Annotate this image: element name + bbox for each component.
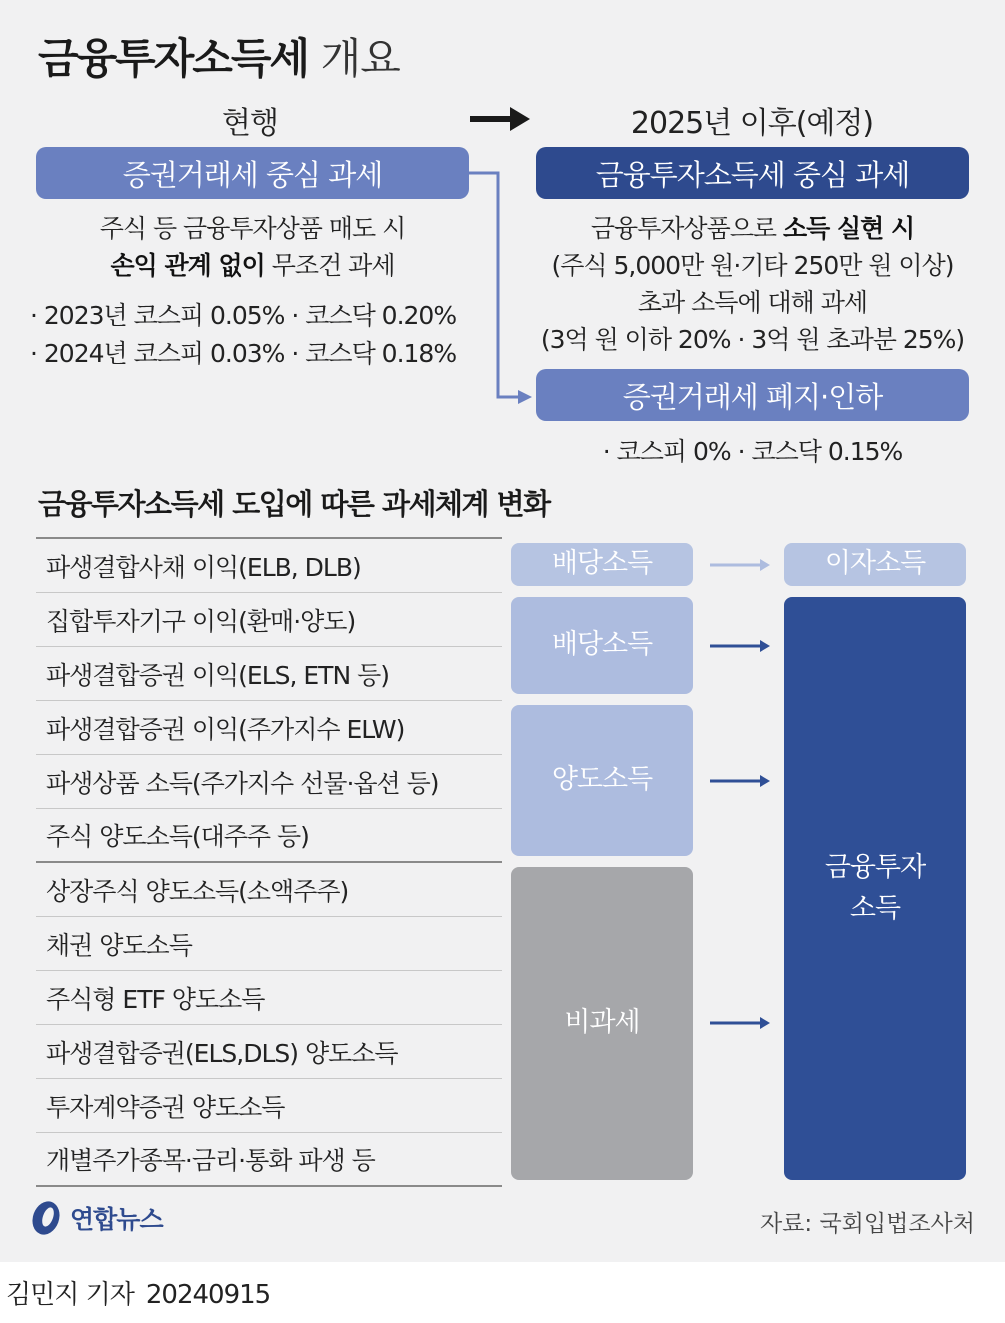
future-pill: 금융투자소득세 중심 과세	[536, 147, 969, 199]
table-row: 투자계약증권 양도소득	[36, 1079, 502, 1133]
future-line4: (3억 원 이하 20% · 3억 원 초과분 25%)	[540, 325, 965, 354]
table-row: 집합투자기구 이익(환매·양도)	[36, 593, 502, 647]
future-line2: (주식 5,000만 원·기타 250만 원 이상)	[551, 251, 954, 280]
future-pill-securities-tax: 증권거래세 폐지·인하	[536, 369, 969, 421]
future-line1-bold: 소득 실현 시	[782, 214, 915, 243]
current-bullet-2024: · 2024년 코스피 0.03% · 코스닥 0.18%	[30, 339, 457, 368]
yonhap-logo	[28, 1198, 163, 1238]
future-line1-pre: 금융투자상품으로	[590, 214, 783, 243]
future-line3: 초과 소득에 대해 과세	[637, 288, 868, 317]
category-fii-line2: 소득	[849, 892, 901, 924]
reporter-name: 김민지 기자	[6, 1280, 134, 1310]
future-bullet: · 코스피 0% · 코스닥 0.15%	[602, 437, 903, 466]
category-fii-line1: 금융투자	[824, 852, 926, 883]
category-capital-gains: 양도소득	[511, 705, 693, 856]
arrow-right-icon	[708, 771, 772, 791]
future-heading: 2025년 이후(예정)	[630, 106, 874, 141]
arrow-right-icon	[708, 555, 772, 575]
table-row: 주식형 ETF 양도소득	[36, 971, 502, 1025]
byline	[6, 1274, 282, 1311]
category-dividend: 배당소득	[511, 597, 693, 694]
table-row: 채권 양도소득	[36, 917, 502, 971]
current-heading: 현행	[222, 106, 278, 141]
category-interest-income: 이자소득	[784, 543, 966, 586]
category-tax-exempt: 비과세	[511, 867, 693, 1180]
title-main: 금융투자소득세	[38, 34, 309, 83]
title-suffix: 개요	[320, 34, 400, 83]
table-row: 파생결합증권 이익(ELS, ETN 등)	[36, 647, 502, 701]
logo-text: 연합뉴스	[70, 1205, 163, 1234]
current-line2-rest: 무조건 과세	[264, 251, 395, 280]
arrow-right-icon	[708, 636, 772, 656]
yonhap-logo-icon	[28, 1198, 64, 1238]
table-row: 개별주가종목·금리·통화 파생 등	[36, 1133, 502, 1187]
category-financial-investment-income	[784, 597, 966, 1180]
table-row: 파생결합증권(ELS,DLS) 양도소득	[36, 1025, 502, 1079]
arrow-right-icon	[708, 1013, 772, 1033]
table-row: 파생상품 소득(주가지수 선물·옵션 등)	[36, 755, 502, 809]
current-bullet-2023: · 2023년 코스피 0.05% · 코스닥 0.20%	[30, 301, 457, 330]
publish-date: 20240915	[145, 1280, 271, 1310]
section-title: 금융투자소득세 도입에 따른 과세체계 변화	[38, 487, 550, 521]
future-line1	[536, 209, 969, 245]
table-row: 주식 양도소득(대주주 등)	[36, 809, 502, 863]
current-line2-bold: 손익 관계 없이	[110, 251, 265, 280]
table-row: 파생결합증권 이익(주가지수 ELW)	[36, 701, 502, 755]
source-note: 자료: 국회입법조사처	[759, 1211, 975, 1237]
category-dividend-top: 배당소득	[511, 543, 693, 586]
table-row: 상장주식 양도소득(소액주주)	[36, 863, 502, 917]
current-pill: 증권거래세 중심 과세	[36, 147, 469, 199]
current-line1: 주식 등 금융투자상품 매도 시	[99, 214, 406, 243]
table-row: 파생결합사채 이익(ELB, DLB)	[36, 539, 502, 593]
current-line2	[36, 246, 469, 282]
